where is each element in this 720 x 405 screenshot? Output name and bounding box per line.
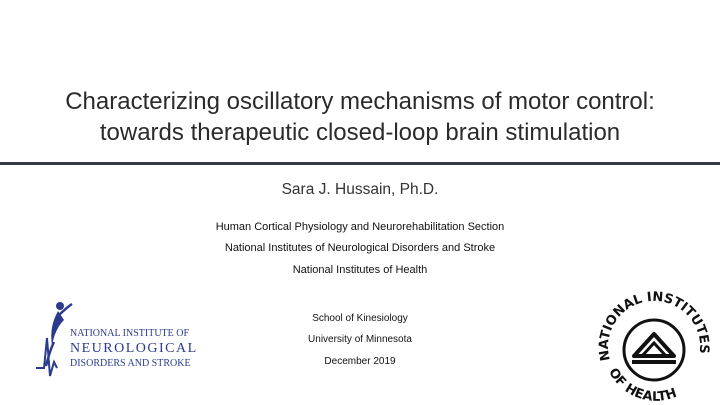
affiliation-institute: National Institutes of Neurological Disorders and Stroke <box>224 242 496 254</box>
venue-school: School of Kinesiology <box>312 313 408 324</box>
svg-text:OF HEALTH <box>605 366 678 402</box>
author-name: Sara J. Hussain, Ph.D. <box>281 181 439 198</box>
title-line-1: Characterizing oscillatory mechanisms of motor control: <box>65 88 655 115</box>
venue-date: December 2019 <box>324 356 396 367</box>
svg-text:NATIONAL INSTITUTES <box>597 290 711 362</box>
ninds-logo <box>30 298 210 384</box>
nih-bottom-text: OF HEALTH <box>605 365 679 402</box>
venue-university: University of Minnesota <box>308 334 412 345</box>
ninds-line-2: NEUROLOGICAL <box>70 341 198 356</box>
title-line-2: towards therapeutic closed-loop brain stimulation <box>99 119 621 146</box>
title-divider <box>0 162 720 165</box>
affiliation-nih: National Institutes of Health <box>292 264 428 276</box>
nih-emblem-icon <box>624 320 684 380</box>
nih-top-text: NATIONAL INSTITUTES <box>596 290 712 363</box>
nih-logo <box>596 290 712 402</box>
affiliation-section: Human Cortical Physiology and Neurorehabilitation Section <box>215 221 505 233</box>
ninds-figure-icon <box>36 302 72 376</box>
slide-title <box>20 86 700 148</box>
ninds-line-1: NATIONAL INSTITUTE OF <box>70 328 190 339</box>
ninds-line-3: DISORDERS AND STROKE <box>70 358 191 369</box>
